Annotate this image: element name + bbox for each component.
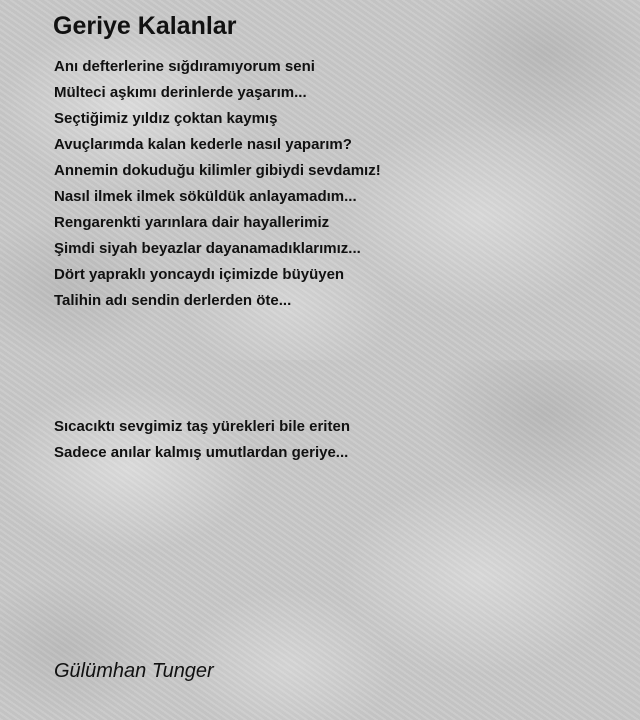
- poem-line: Dört yapraklı yoncaydı içimizde büyüyen: [54, 266, 345, 283]
- poem-line: Annemin dokuduğu kilimler gibiydi sevdamız!: [54, 162, 381, 179]
- poem-line: Mülteci aşkımı derinlerde yaşarım...: [54, 84, 307, 101]
- stanza-1: [54, 54, 381, 314]
- poem-line: Sıcacıktı sevgimiz taş yürekleri bile eriten: [54, 418, 350, 435]
- poem-line: Şimdi siyah beyazlar dayanamadıklarımız...: [54, 240, 361, 257]
- poem-line: Nasıl ilmek ilmek söküldük anlayamadım...: [54, 188, 357, 205]
- stanza-2: [54, 414, 350, 466]
- poem-line: Anı defterlerine sığdıramıyorum seni: [54, 58, 315, 75]
- poem-line: Talihin adı sendin derlerden öte...: [54, 292, 292, 309]
- poem-title: Geriye Kalanlar: [53, 12, 237, 40]
- poem-line: Seçtiğimiz yıldız çoktan kaymış: [54, 110, 278, 127]
- poem-line: Rengarenkti yarınlara dair hayallerimiz: [54, 214, 330, 231]
- poem-line: Avuçlarımda kalan kederle nasıl yaparım?: [54, 136, 352, 153]
- author-name: Gülümhan Tunger: [54, 660, 214, 682]
- poem-line: Sadece anılar kalmış umutlardan geriye...: [54, 444, 349, 461]
